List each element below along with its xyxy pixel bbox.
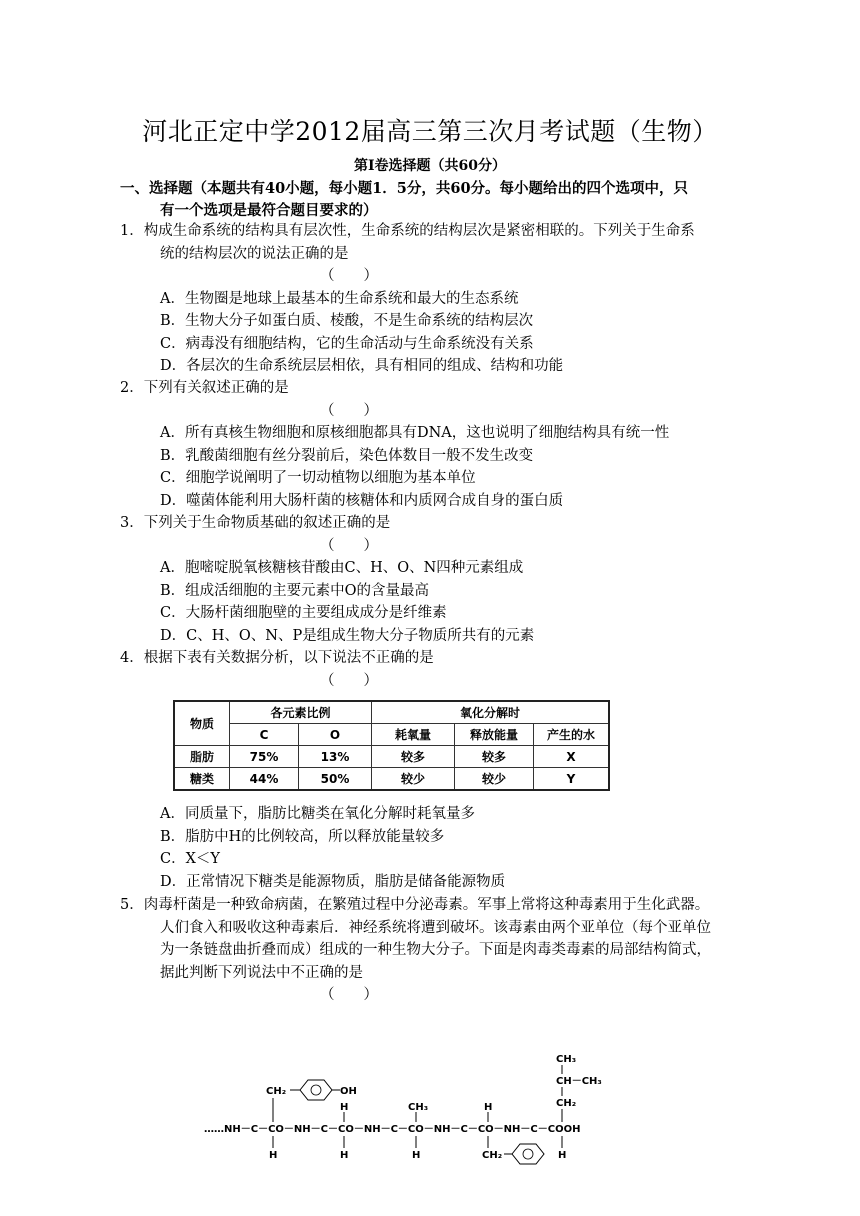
ch2-label: CH₂ — [556, 1098, 577, 1109]
option-d: D．各层次的生命系统层层相依，具有相同的组成、结构和功能 — [160, 358, 564, 374]
h-label: H — [269, 1150, 278, 1161]
table-subheader-row — [174, 724, 609, 746]
h-label: H — [412, 1150, 421, 1161]
question-5-text-cont: 据此判断下列说法中不正确的是 — [160, 964, 363, 981]
option-b: B．乳酸菌细胞有丝分裂前后，染色体数目一般不发生改变 — [160, 447, 534, 464]
cell-substance: 糖类 — [174, 768, 230, 791]
cell-water: X — [534, 746, 610, 768]
cell-substance: 脂肪 — [174, 746, 230, 768]
question-5-text-cont: 为一条链盘曲折叠而成）组成的一种生物大分子。下面是肉毒类毒素的局部结构简式， — [160, 942, 711, 958]
question-1-text: 1．构成生命系统的结构具有层次性，生命系统的结构层次是紧密相联的。下列关于生命系 — [120, 223, 695, 239]
cell-energy: 较少 — [455, 768, 534, 791]
question-5 — [120, 894, 740, 1007]
cell-c: 75% — [230, 746, 299, 768]
ch-ch3-label: CH－CH₃ — [556, 1076, 602, 1087]
question-3 — [120, 512, 740, 647]
oh-label: OH — [340, 1086, 357, 1097]
header-oxygen-consumption: 耗氧量 — [372, 724, 455, 746]
question-3-text: 3．下列关于生命物质基础的叙述正确的是 — [120, 515, 391, 531]
ch2-label: CH₂ — [266, 1086, 287, 1097]
option-c: C．X＜Y — [160, 851, 220, 867]
question-1 — [120, 220, 740, 378]
cell-energy: 较多 — [455, 746, 534, 768]
ch3-label: CH₃ — [556, 1054, 577, 1065]
question-1-text-cont: 统的结构层次的说法正确的是 — [160, 245, 349, 262]
option-a: A．胞嘧啶脱氧核糖核苷酸由C、H、O、N四种元素组成 — [160, 560, 524, 576]
cell-c: 44% — [230, 768, 299, 791]
cell-o: 50% — [299, 768, 372, 791]
option-d: D．正常情况下糖类是能源物质，脂肪是储备能源物质 — [160, 873, 506, 890]
ch2-label: CH₂ — [482, 1150, 503, 1161]
header-water-produced: 产生的水 — [534, 724, 610, 746]
h-label: H — [484, 1102, 493, 1113]
option-a: A．同质量下，脂肪比糖类在氧化分解时耗氧量多 — [160, 806, 475, 822]
question-4 — [120, 647, 740, 692]
header-substance: 物质 — [174, 701, 230, 746]
table-row — [174, 768, 609, 791]
answer-blank: （ ） — [320, 402, 378, 419]
h-label: H — [340, 1102, 349, 1113]
ring-circle — [523, 1149, 533, 1159]
h-label: H — [340, 1150, 349, 1161]
data-table — [173, 700, 610, 791]
answer-blank: （ ） — [320, 537, 378, 554]
benzene-ring-icon — [512, 1144, 544, 1164]
question-4-text: 4．根据下表有关数据分析，以下说法不正确的是 — [120, 650, 434, 666]
page-title: 河北正定中学2012届高三第三次月考试题（生物） — [142, 117, 718, 146]
option-b: B．组成活细胞的主要元素中O的含量最高 — [160, 582, 430, 599]
option-c: C．细胞学说阐明了一切动植物以细胞为基本单位 — [160, 470, 476, 486]
header-c: C — [230, 724, 299, 746]
question-2-text: 2．下列有关叙述正确的是 — [120, 380, 289, 396]
ch3-label: CH₃ — [408, 1102, 429, 1113]
answer-blank: （ ） — [320, 987, 378, 1003]
instruction-line-1: 一、选择题（本题共有40小题，每小题1．5分，共60分。每小题给出的四个选项中，只 — [120, 180, 689, 197]
option-a: A．所有真核生物细胞和原核细胞都具有DNA，这也说明了细胞结构具有统一性 — [160, 425, 670, 441]
header-energy-release: 释放能量 — [455, 724, 534, 746]
header-element-ratio: 各元素比例 — [230, 701, 372, 724]
instruction-line-2: 有一个选项是最符合题目要求的） — [160, 202, 378, 219]
peptide-structure-diagram — [200, 1050, 620, 1210]
peptide-main-chain: ……NH－C－CO－NH－C－CO－NH－C－CO－NH－C－CO－NH－C－COOH — [204, 1124, 581, 1135]
header-oxidation: 氧化分解时 — [372, 701, 610, 724]
cell-oxygen: 较少 — [372, 768, 455, 791]
section-subtitle: 第Ⅰ卷选择题（共60分） — [353, 158, 507, 174]
benzene-ring-icon — [300, 1080, 332, 1100]
table-row — [174, 746, 609, 768]
question-5-text-cont: 人们食入和吸收这种毒素后．神经系统将遭到破坏。该毒素由两个亚单位（每个亚单位 — [160, 919, 711, 936]
ring-circle — [311, 1085, 321, 1095]
question-4-options — [120, 803, 740, 893]
header-o: O — [299, 724, 372, 746]
h-label: H — [558, 1150, 567, 1161]
cell-water: Y — [534, 768, 610, 791]
answer-blank: （ ） — [320, 268, 378, 284]
option-b: B．生物大分子如蛋白质、棱酸，不是生命系统的结构层次 — [160, 313, 534, 329]
option-d: D．C、H、O、N、P是组成生物大分子物质所共有的元素 — [160, 627, 535, 644]
option-c: C．病毒没有细胞结构，它的生命活动与生命系统没有关系 — [160, 335, 534, 352]
option-d: D．噬菌体能利用大肠杆菌的核糖体和内质网合成自身的蛋白质 — [160, 492, 564, 509]
option-c: C．大肠杆菌细胞壁的主要组成成分是纤维素 — [160, 605, 447, 621]
section-instructions — [120, 178, 740, 222]
question-2 — [120, 377, 740, 512]
cell-oxygen: 较多 — [372, 746, 455, 768]
option-b: B．脂肪中H的比例较高，所以释放能量较多 — [160, 828, 445, 845]
table-header-row — [174, 701, 609, 724]
question-5-text: 5．肉毒杆菌是一种致命病菌，在繁殖过程中分泌毒素。军事上常将这种毒素用于生化武器。 — [120, 897, 710, 913]
answer-blank: （ ） — [320, 672, 378, 689]
option-a: A．生物圈是地球上最基本的生命系统和最大的生态系统 — [160, 290, 519, 307]
cell-o: 13% — [299, 746, 372, 768]
